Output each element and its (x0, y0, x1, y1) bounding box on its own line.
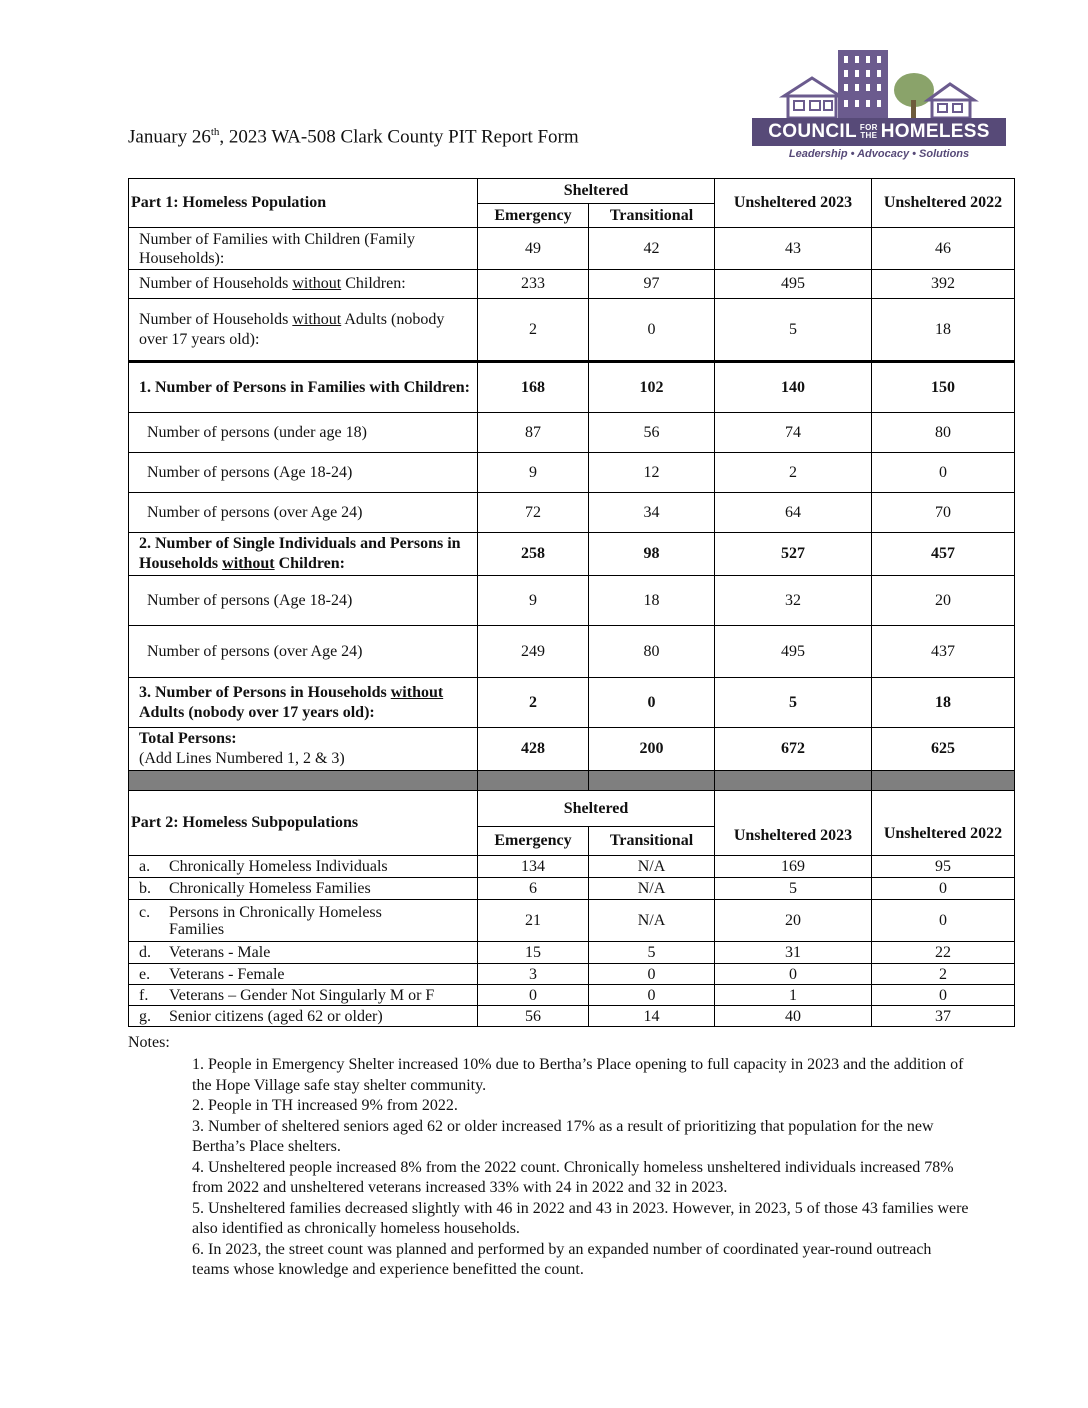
table-row-total: Total Persons: (Add Lines Numbered 1, 2 & 3) 428 200 672 625 (129, 728, 1015, 771)
separator-row (129, 771, 1015, 791)
transitional-header: Transitional (589, 827, 715, 856)
table-row: Number of persons (Age 18-24) 9 12 2 0 (129, 453, 1015, 493)
table-row: e. Veterans - Female 3 0 0 2 (129, 964, 1015, 985)
part2-title: Part 2: Homeless Subpopulations (129, 791, 478, 856)
note-item: 1. People in Emergency Shelter increased 10% due to Bertha’s Place opening to full capacity in 2023 and the addition of the Hope Village safe stay shelter community. (192, 1056, 964, 1094)
table-row: Number of persons (over Age 24) 249 80 495 437 (129, 626, 1015, 678)
table-row: b. Chronically Homeless Families 6 N/A 5 0 (129, 878, 1015, 900)
note-item: 3. Number of sheltered seniors aged 62 or older increased 17% as a result of prioritizing that population for the new Bertha’s Place shelters. (192, 1117, 934, 1155)
table-row: Number of persons (under age 18) 87 56 74 80 (129, 413, 1015, 453)
emergency-header: Emergency (478, 827, 589, 856)
table-row: g. Senior citizens (aged 62 or older) 56 14 40 37 (129, 1006, 1015, 1027)
table-row: 2. Number of Single Individuals and Persons in Households without Children: 258 98 527 457 (129, 533, 1015, 576)
note-item: 6. In 2023, the street count was planned and performed by an expanded number of coordinated year-round outreach teams whose knowledge and experience benefitted the count. (192, 1240, 932, 1278)
part1-title: Part 1: Homeless Population (129, 179, 478, 228)
note-item: 4. Unsheltered people increased 8% from the 2022 count. Chronically homeless unsheltered individuals increased 78% from 2022 and unsheltered veterans increased 33% with 24 in 2022 and 32 in 2023. (192, 1158, 954, 1196)
sheltered-header: Sheltered (478, 179, 715, 204)
unsheltered-2023-header: Unsheltered 2023 (715, 791, 872, 856)
table-row: Number of persons (over Age 24) 72 34 64 70 (129, 493, 1015, 533)
table-row: 1. Number of Persons in Families with Children: 168 102 140 150 (129, 362, 1015, 413)
table-row: Number of Households without Adults (nobody over 17 years old): 2 0 5 18 (129, 299, 1015, 362)
transitional-header: Transitional (589, 204, 715, 228)
emergency-header: Emergency (478, 204, 589, 228)
table-row: Number of Families with Children (Family Households): 49 42 43 46 (129, 228, 1015, 270)
logo-name-band: COUNCIL FOR THE HOMELESS (752, 118, 1006, 146)
table-row: d. Veterans - Male 15 5 31 22 (129, 942, 1015, 964)
unsheltered-2023-header: Unsheltered 2023 (715, 179, 872, 228)
table-row: Number of Households without Children: 233 97 495 392 (129, 270, 1015, 299)
table-row: c. Persons in Chronically Homeless Families 21 N/A 20 0 (129, 900, 1015, 942)
part1-homeless-population-table (128, 178, 1015, 791)
unsheltered-2022-header: Unsheltered 2022 (872, 179, 1015, 228)
table-row: 3. Number of Persons in Households without Adults (nobody over 17 years old): 2 0 5 18 (129, 678, 1015, 728)
note-item: 2. People in TH increased 9% from 2022. (192, 1097, 458, 1114)
table-row: a. Chronically Homeless Individuals 134 N/A 169 95 (129, 856, 1015, 878)
unsheltered-2022-header: Unsheltered 2022 (872, 791, 1015, 856)
table-row: Number of persons (Age 18-24) 9 18 32 20 (129, 576, 1015, 626)
note-item: 5. Unsheltered families decreased slightly with 46 in 2022 and 43 in 2023. However, in 2023, 5 of those 43 families were also identified as chronically homeless households. (192, 1199, 969, 1237)
sheltered-header: Sheltered (478, 791, 715, 827)
table-row: f. Veterans – Gender Not Singularly M or F 0 0 1 0 (129, 985, 1015, 1006)
council-for-the-homeless-logo (752, 48, 1010, 166)
notes-list (192, 1055, 972, 1281)
notes-label: Notes: (128, 1034, 170, 1051)
page-title: January 26th, 2023 WA-508 Clark County PIT Report Form (128, 126, 579, 148)
logo-buildings-icon (752, 48, 1010, 120)
logo-tagline: Leadership • Advocacy • Solutions (788, 148, 970, 160)
part2-homeless-subpopulations-table (128, 790, 1015, 1027)
